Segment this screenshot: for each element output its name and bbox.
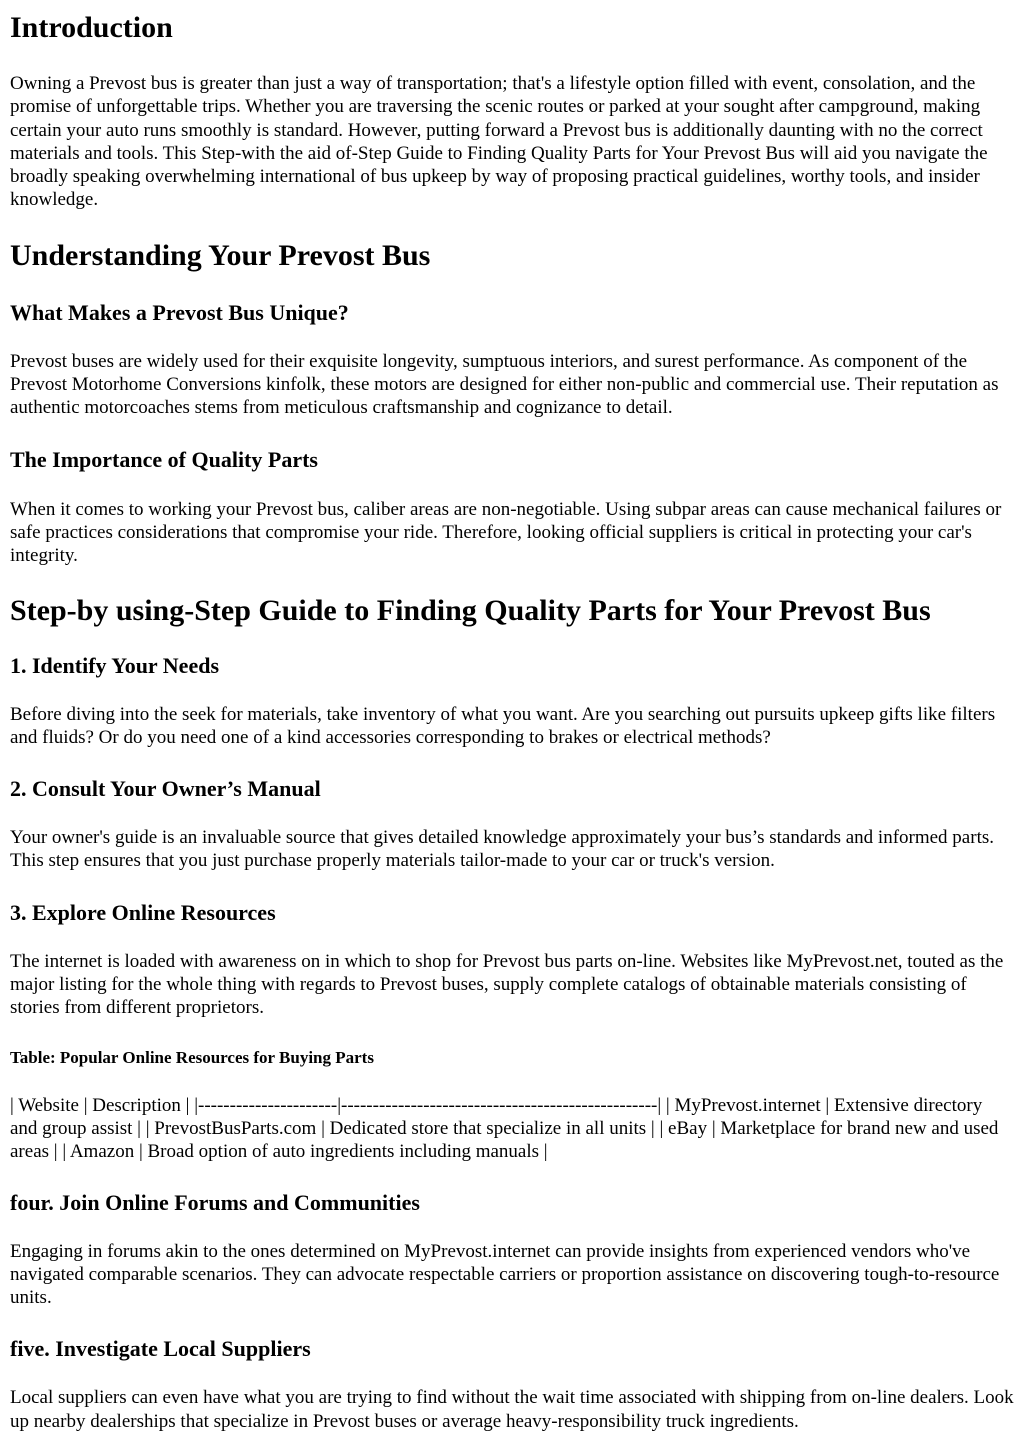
intro-paragraph: Owning a Prevost bus is greater than just a way of transportation; that's a lifestyle option filled with event, consolation, and the promise of unforgettable trips. Whether you are traversing the scenic routes or parked at your sought after campground, making certain your auto runs smoothly is standard. However, putting forward a Prevost bus is additionally daunting with no the correct materials and tools. This Step-with the aid of-Step Guide to Finding Quality Parts for Your Prevost Bus will aid you navigate the broadly speaking overwhelming international of bus upkeep by way of proposing practical guidelines, worthy tools, and insider knowledge.	[10, 73, 988, 211]
importance-heading: The Importance of Quality Parts	[10, 446, 318, 472]
guide-heading: Step-by using-Step Guide to Finding Quality Parts for Your Prevost Bus	[10, 593, 931, 627]
article	[0, 10, 1024, 1433]
step2-paragraph: Your owner's guide is an invaluable source that gives detailed knowledge approximately your bus’s standards and informed parts. This step ensures that you just purchase properly materials tailor-made to your car or truck's version.	[10, 827, 994, 872]
step1-paragraph: Before diving into the seek for materials, take inventory of what you want. Are you searching out pursuits upkeep gifts like filters and fluids? Or do you need one of a kind accessories corresponding to brakes or electrical methods?	[10, 703, 996, 748]
understanding-heading: Understanding Your Prevost Bus	[10, 238, 431, 272]
step5-paragraph: Local suppliers can even have what you are trying to find without the wait time associated with shipping from on-line dealers. Look up nearby dealerships that specialize in Prevost buses or average heavy-responsibility truck ingredients.	[10, 1387, 1014, 1432]
step4-paragraph: Engaging in forums akin to the ones determined on MyPrevost.internet can provide insights from experienced vendors who've navigated comparable scenarios. They can advocate respectable carriers or proportion assistance on discovering tough-to-resource units.	[10, 1240, 1000, 1309]
unique-heading: What Makes a Prevost Bus Unique?	[10, 299, 349, 325]
step1-heading: 1. Identify Your Needs	[10, 652, 220, 678]
intro-heading: Introduction	[10, 11, 173, 44]
step3-paragraph: The internet is loaded with awareness on in which to shop for Prevost bus parts on-line. Websites like MyPrevost.net, touted as the major listing for the whole thing with regards to Prevost buses, supply complete catalogs of obtainable materials consisting of stories from different proprietors.	[10, 950, 1004, 1019]
unique-paragraph: Prevost buses are widely used for their exquisite longevity, sumptuous interiors, and surest performance. As component of the Prevost Motorhome Conversions kinfolk, these motors are designed for either non-public and commercial use. Their reputation as authentic motorcoaches stems from meticulous craftsmanship and cognizance to detail.	[10, 350, 999, 419]
step2-heading: 2. Consult Your Owner’s Manual	[10, 776, 321, 802]
table-heading: Table: Popular Online Resources for Buying Parts	[10, 1047, 374, 1067]
table-text: | Website | Description | |----------------------|--------------------------------------------------| | MyPrevost.internet | Extensive directory and group assist | | PrevostBusParts.com | Dedicated store that specialize in all units | | eBay | Marketplace for brand new and used areas | | Amazon | Broad option of auto ingredients including manuals |	[10, 1094, 999, 1163]
importance-paragraph: When it comes to working your Prevost bus, caliber areas are non-negotiable. Using subpar areas can cause mechanical failures or safe practices considerations that compromise your ride. Therefore, looking official suppliers is critical in protecting your car's integrity.	[10, 498, 1002, 567]
step5-heading: five. Investigate Local Suppliers	[10, 1336, 311, 1362]
step3-heading: 3. Explore Online Resources	[10, 899, 276, 925]
step4-heading: four. Join Online Forums and Communities	[10, 1189, 420, 1215]
